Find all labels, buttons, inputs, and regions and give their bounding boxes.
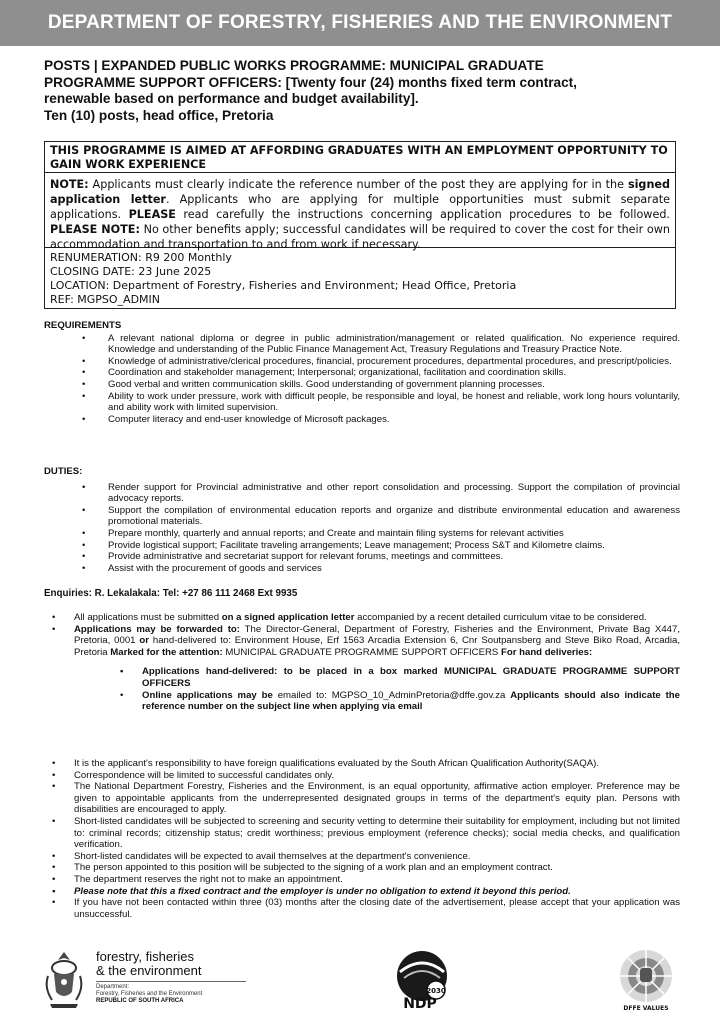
list-item: • Ability to work under pressure, work with difficult people, be responsible and loyal, be honest and reliable, work long hours voluntarily, and ability work with limited supervision. xyxy=(108,391,680,414)
note-text: No other benefits apply; successful candidates will be required to cover the cost for their own accommodation and transportation to and from work if necessary. xyxy=(50,223,670,251)
list-item: • Short-listed candidates will be subjected to screening and security vetting to determine their suitability for employment, including but not limited to: criminal records; citizenship status; credit worthiness; previous employment (reference checks); social media checks, and qualification verification. xyxy=(74,816,680,851)
note-text: Applicants must clearly indicate the reference number of the post they are applying for in the xyxy=(88,178,628,191)
list-item: • It is the applicant's responsibility to have foreign qualifications evaluated by the South African Qualification Authority(SAQA). xyxy=(74,758,680,770)
list-item: • Please note that this a fixed contract and the employer is under no obligation to extend it beyond this period. xyxy=(74,886,680,898)
values-wheel-icon xyxy=(616,948,676,1012)
list-item: • Render support for Provincial administrative and other report consolidation and processing. Support the compilation of provincial advocacy reports. xyxy=(108,482,680,505)
dept-line: REPUBLIC OF SOUTH AFRICA xyxy=(96,998,184,1004)
list-item: • Provide logistical support; Facilitate traveling arrangements; Leave management; Process S&T and Kilometre claims. xyxy=(108,540,680,552)
requirements-list xyxy=(44,333,680,426)
programme-info-box xyxy=(44,141,676,309)
note-please-note: PLEASE NOTE: xyxy=(50,223,140,236)
application-list xyxy=(44,612,680,658)
requirements-title: REQUIREMENTS xyxy=(44,320,122,331)
list-item: • Computer literacy and end-user knowledge of Microsoft packages. xyxy=(108,414,680,426)
coat-of-arms-icon xyxy=(40,948,88,1012)
page-banner: DEPARTMENT OF FORESTRY, FISHERIES AND THE ENVIRONMENT xyxy=(0,0,720,46)
dffe-values-logo xyxy=(616,948,676,1017)
list-item: • Short-listed candidates will be expected to avail themselves at the department's convenience. xyxy=(74,851,680,863)
ndp-2030-icon xyxy=(390,950,454,1012)
post-title xyxy=(44,58,674,124)
footer xyxy=(0,944,720,1018)
list-item: • The department reserves the right not to make an appointment. xyxy=(74,874,680,886)
list-item: • Provide administrative and secretariat support for relevant forums, meetings and committees. xyxy=(108,551,680,563)
programme-heading: THIS PROGRAMME IS AIMED AT AFFORDING GRADUATES WITH AN EMPLOYMENT OPPORTUNITY TO GAIN WORK EXPERIENCE xyxy=(45,142,675,173)
enquiries: Enquiries: R. Lekalakala: Tel: +27 86 111 2468 Ext 9935 xyxy=(44,588,298,599)
ndp-year: 2030 xyxy=(426,987,446,995)
dept-line: Department: xyxy=(96,984,130,990)
list-item: • Coordination and stakeholder management; Interpersonal; organizational, facilitation and coordination skills. xyxy=(108,367,680,379)
duties-section xyxy=(44,466,680,574)
list-item: • Support the compilation of environmental education reports and organize and distribute environmental education and awareness promotional materials. xyxy=(108,505,680,528)
list-item: • Good verbal and written communication skills. Good understanding of government planning processes. xyxy=(108,379,680,391)
note-text: . Applicants who are applying for multiple opportunities must submit separate applications. xyxy=(50,193,670,221)
post-details xyxy=(45,248,675,310)
list-item: • Assist with the procurement of goods and services xyxy=(108,563,680,575)
ndp-label: NDP xyxy=(403,996,437,1012)
post-title-line: POSTS | EXPANDED PUBLIC WORKS PROGRAMME: MUNICIPAL GRADUATE xyxy=(44,58,544,73)
duties-title: DUTIES: xyxy=(44,466,83,477)
list-item: • Applications may be forwarded to: The Director-General, Department of Forestry, Fisheries and the Environment, Private Bag X447, Pretoria, 0001 or hand-delivered to: Environment House, Erf 1563 Arcadia Extension 6, Cnr Soutpansberg and Steve Biko Road, Arcadia, Pretoria Marked for the attention: MUNICIPAL GRADUATE PROGRAMME SUPPORT OFFICERS For hand deliveries: xyxy=(74,624,680,659)
delivery-options-list xyxy=(44,666,680,712)
list-item: • Applications hand-delivered: to be placed in a box marked MUNICIPAL GRADUATE PROGRAMME SUPPORT OFFICERS xyxy=(142,666,680,689)
closing-date: CLOSING DATE: 23 June 2025 xyxy=(50,265,212,278)
application-note xyxy=(45,173,675,251)
dffe-values-label: DFFE VALUES xyxy=(623,1005,669,1012)
logo-text xyxy=(96,950,246,1005)
logo-line: & the environment xyxy=(96,963,202,978)
general-list xyxy=(44,758,680,920)
list-item: • The person appointed to this position will be subjected to the signing of a work plan and an employment contract. xyxy=(74,862,680,874)
duties-list xyxy=(44,482,680,575)
list-item: • Knowledge of administrative/clerical procedures, financial, procurement procedures, departmental procedures, and prescript/policies. xyxy=(108,356,680,368)
application-section xyxy=(44,612,680,713)
list-item: • All applications must be submitted on a signed application letter accompanied by a recent detailed curriculum vitae to be considered. xyxy=(74,612,680,624)
list-item: • Prepare monthly, quarterly and annual reports; and Create and maintain filing systems for relevant activities xyxy=(108,528,680,540)
dept-line: Forestry, Fisheries and the Environment xyxy=(96,991,203,997)
reference: REF: MGPSO_ADMIN xyxy=(50,293,161,306)
note-text: read carefully the instructions concerning application procedures to be followed. xyxy=(175,208,670,221)
post-title-line: renewable based on performance and budget availability]. xyxy=(44,91,419,106)
general-section xyxy=(44,758,680,920)
requirements-section xyxy=(44,320,680,425)
list-item: • Correspondence will be limited to successful candidates only. xyxy=(74,770,680,782)
location: LOCATION: Department of Forestry, Fisheries and Environment; Head Office, Pretoria xyxy=(50,279,517,292)
list-item: • The National Department Forestry, Fisheries and the Environment, is an equal opportunity, affirmative action employer. Preference may be given to appointable applicants from the underrepresented designated groups in terms of the department's equity plan. Persons with disabilities are encouraged to apply. xyxy=(74,781,680,816)
logo-line: forestry, fisheries xyxy=(96,949,195,964)
ndp-logo xyxy=(390,950,454,1017)
list-item: • A relevant national diploma or degree in public administration/management or related qualification. No experience required. Knowledge and understanding of the Public Finance Management Act, Treasury Regulations and Treasury Practice Note. xyxy=(108,333,680,356)
note-label: NOTE: xyxy=(50,178,89,191)
post-location-line: Ten (10) posts, head office, Pretoria xyxy=(44,107,274,123)
remuneration: RENUMERATION: R9 200 Monthly xyxy=(50,251,232,264)
list-item: • Online applications may be emailed to: MGPSO_10_AdminPretoria@dffe.gov.za Applicants should also indicate the reference number on the subject line when applying via email xyxy=(142,690,680,713)
note-please: PLEASE xyxy=(128,208,176,221)
note-signed-letter: signed application letter xyxy=(50,178,670,206)
dffe-logo xyxy=(40,948,240,1014)
post-title-line: PROGRAMME SUPPORT OFFICERS: [Twenty four (24) months fixed term contract, xyxy=(44,74,577,90)
list-item: • If you have not been contacted within three (03) months after the closing date of the advertisement, please accept that your application was unsuccessful. xyxy=(74,897,680,920)
